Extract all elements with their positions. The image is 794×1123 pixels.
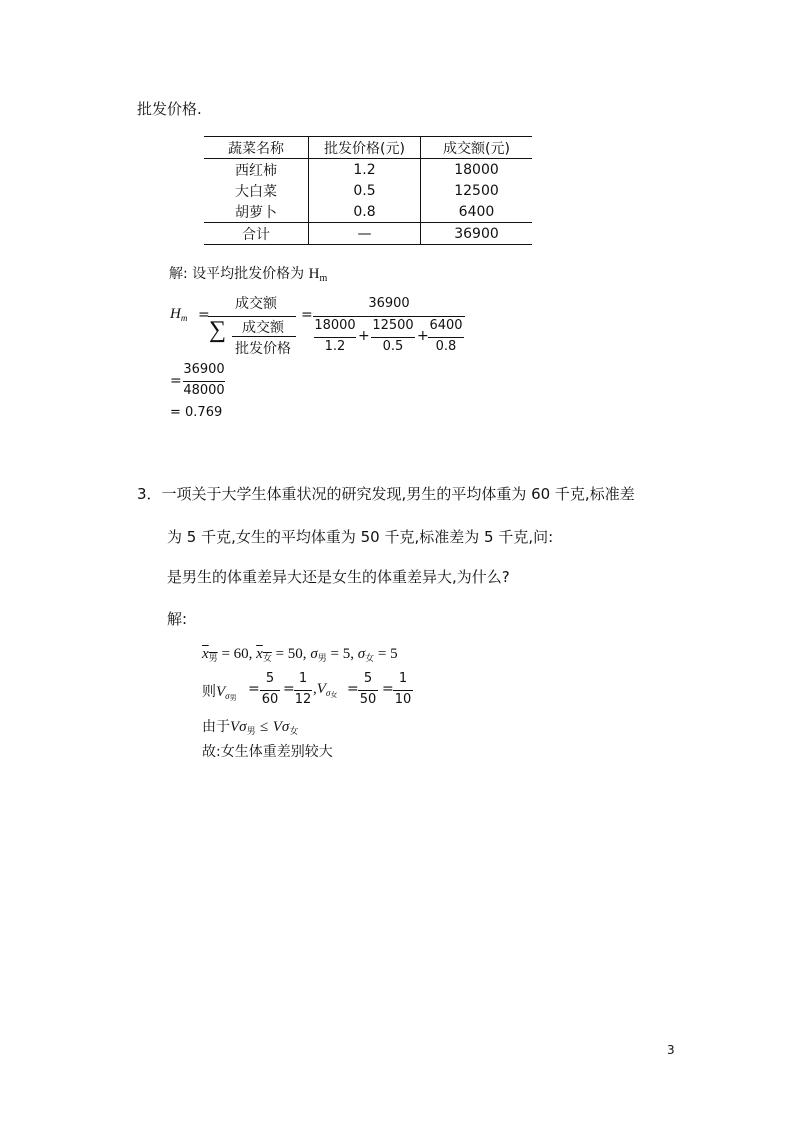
f1-numerator: 5 [265, 671, 275, 686]
plus-sign: + [358, 328, 370, 344]
f4-denominator: 10 [394, 692, 412, 707]
total-label: 合计 [204, 223, 309, 245]
v-male-sub: 男 [229, 694, 237, 702]
v-symbol: V [216, 684, 226, 700]
sigma-symbol: ∑ [209, 317, 227, 343]
f1-denominator: 60 [261, 692, 279, 707]
then-text: 则 [202, 684, 216, 700]
conclusion: 故:女生体重差别较大 [202, 744, 333, 760]
step-bar [183, 381, 225, 382]
cell-amount: 12500 [454, 182, 499, 199]
sigma-female: σ [357, 646, 366, 662]
step-numerator: 36900 [183, 362, 225, 377]
x-bar-male: x [202, 646, 209, 662]
f1-bar [260, 690, 280, 691]
hm-letter: H [170, 306, 181, 322]
solution1-lead [169, 263, 327, 284]
step-denominator: 48000 [183, 383, 225, 398]
table-total-row [204, 223, 532, 245]
header-price: 批发价格(元) [309, 137, 421, 159]
comma: , [313, 681, 317, 697]
v-symbol: V [272, 719, 282, 735]
male-sd-value: = 5, [330, 646, 354, 662]
equals-sign: = [283, 681, 295, 697]
male-subscript: 男 [208, 653, 218, 663]
cell-price: 0.8 [309, 201, 421, 223]
v-female-sub: 女 [330, 691, 338, 699]
sigma-female-subscript: 女 [365, 653, 375, 663]
hm-subscript: m [319, 273, 328, 284]
equals-sign: = [382, 681, 394, 697]
v-sigma-sub: σ [225, 691, 230, 701]
f4-numerator: 1 [398, 671, 408, 686]
x-bar-female: x [256, 646, 263, 662]
table-row [204, 201, 532, 223]
term3-denominator: 0.8 [435, 339, 457, 354]
f2-bar [294, 690, 312, 691]
female-subscript: 女 [289, 727, 299, 737]
term3-bar [428, 337, 464, 338]
f4-bar [393, 690, 413, 691]
inner-fraction-bar [232, 336, 296, 337]
hm-lhs-subscript: m [180, 313, 188, 323]
answer-label: 解: [167, 610, 188, 628]
intro-text: 批发价格. [137, 100, 202, 118]
term3-numerator: 6400 [429, 318, 463, 333]
less-equal-sign: ≤ [260, 719, 269, 735]
v-symbol: V [230, 719, 240, 735]
f3-bar [358, 690, 378, 691]
f3-denominator: 50 [359, 692, 377, 707]
male-mean-value: = 60, [221, 646, 253, 662]
f2-numerator: 1 [298, 671, 308, 686]
means-sd-line [202, 646, 398, 664]
v-female-label [313, 681, 337, 700]
question3-line2: 为 5 千克,女生的平均体重为 50 千克,标准差为 5 千克,问: [167, 528, 554, 546]
equals-sign: = [170, 373, 182, 389]
since-text: 由于 [202, 719, 230, 735]
f2-denominator: 12 [294, 692, 312, 707]
term2-bar [371, 337, 415, 338]
female-sd-value: = 5 [377, 646, 398, 662]
inner-numerator: 成交额 [242, 320, 284, 336]
equals-sign: = [301, 307, 313, 323]
question3-line3: 是男生的体重差异大还是女生的体重差异大,为什么? [167, 568, 510, 586]
term1-numerator: 18000 [314, 318, 356, 333]
equals-sign: = [248, 681, 260, 697]
female-mean-value: = 50, [275, 646, 307, 662]
cell-amount: 6400 [458, 203, 495, 220]
table-row [204, 180, 532, 201]
total-amount: 36900 [421, 223, 533, 245]
hm-symbol: H [308, 266, 320, 282]
sigma-symbol: σ [239, 719, 247, 735]
equals-sign: = [198, 307, 210, 323]
sigma-male-subscript: 男 [317, 653, 327, 663]
total-numerator: 36900 [368, 296, 410, 311]
v-sigma-sub: σ [325, 688, 331, 698]
since-line [202, 716, 298, 737]
page-number: 3 [667, 1043, 675, 1057]
table-row [204, 159, 532, 181]
term2-numerator: 12500 [372, 318, 414, 333]
question3-line1: 3．一项关于大学生体重状况的研究发现,男生的平均体重为 60 千克,标准差 [137, 485, 635, 503]
fraction-numerator-amount: 成交额 [235, 296, 277, 312]
hm-lhs [170, 306, 187, 323]
male-subscript: 男 [246, 727, 256, 737]
term1-denominator: 1.2 [324, 339, 346, 354]
sigma-male: σ [310, 646, 318, 662]
cell-price: 0.5 [309, 180, 421, 201]
vegetable-price-table [204, 136, 532, 245]
v-symbol: V [316, 681, 326, 697]
sigma-symbol: σ [281, 719, 290, 735]
header-amount: 成交额(元) [421, 137, 533, 159]
cell-name: 大白菜 [204, 180, 309, 201]
cell-name: 西红柿 [204, 159, 309, 181]
cell-name: 胡萝卜 [204, 201, 309, 223]
plus-sign: + [417, 328, 429, 344]
term2-denominator: 0.5 [382, 339, 404, 354]
cell-amount: 18000 [454, 161, 499, 178]
table-header-row [204, 137, 532, 159]
solution1-lead-text: 解: 设平均批发价格为 [169, 266, 305, 282]
inner-denominator: 批发价格 [235, 341, 291, 357]
f3-numerator: 5 [363, 671, 373, 686]
fraction-bar [313, 316, 465, 317]
female-subscript: 女 [262, 653, 272, 663]
equals-sign: = [347, 681, 359, 697]
header-name: 蔬菜名称 [204, 137, 309, 159]
result-line: = 0.769 [170, 405, 223, 420]
then-label [202, 681, 237, 703]
total-price: — [309, 223, 421, 245]
cell-price: 1.2 [309, 159, 421, 181]
term1-bar [314, 337, 356, 338]
